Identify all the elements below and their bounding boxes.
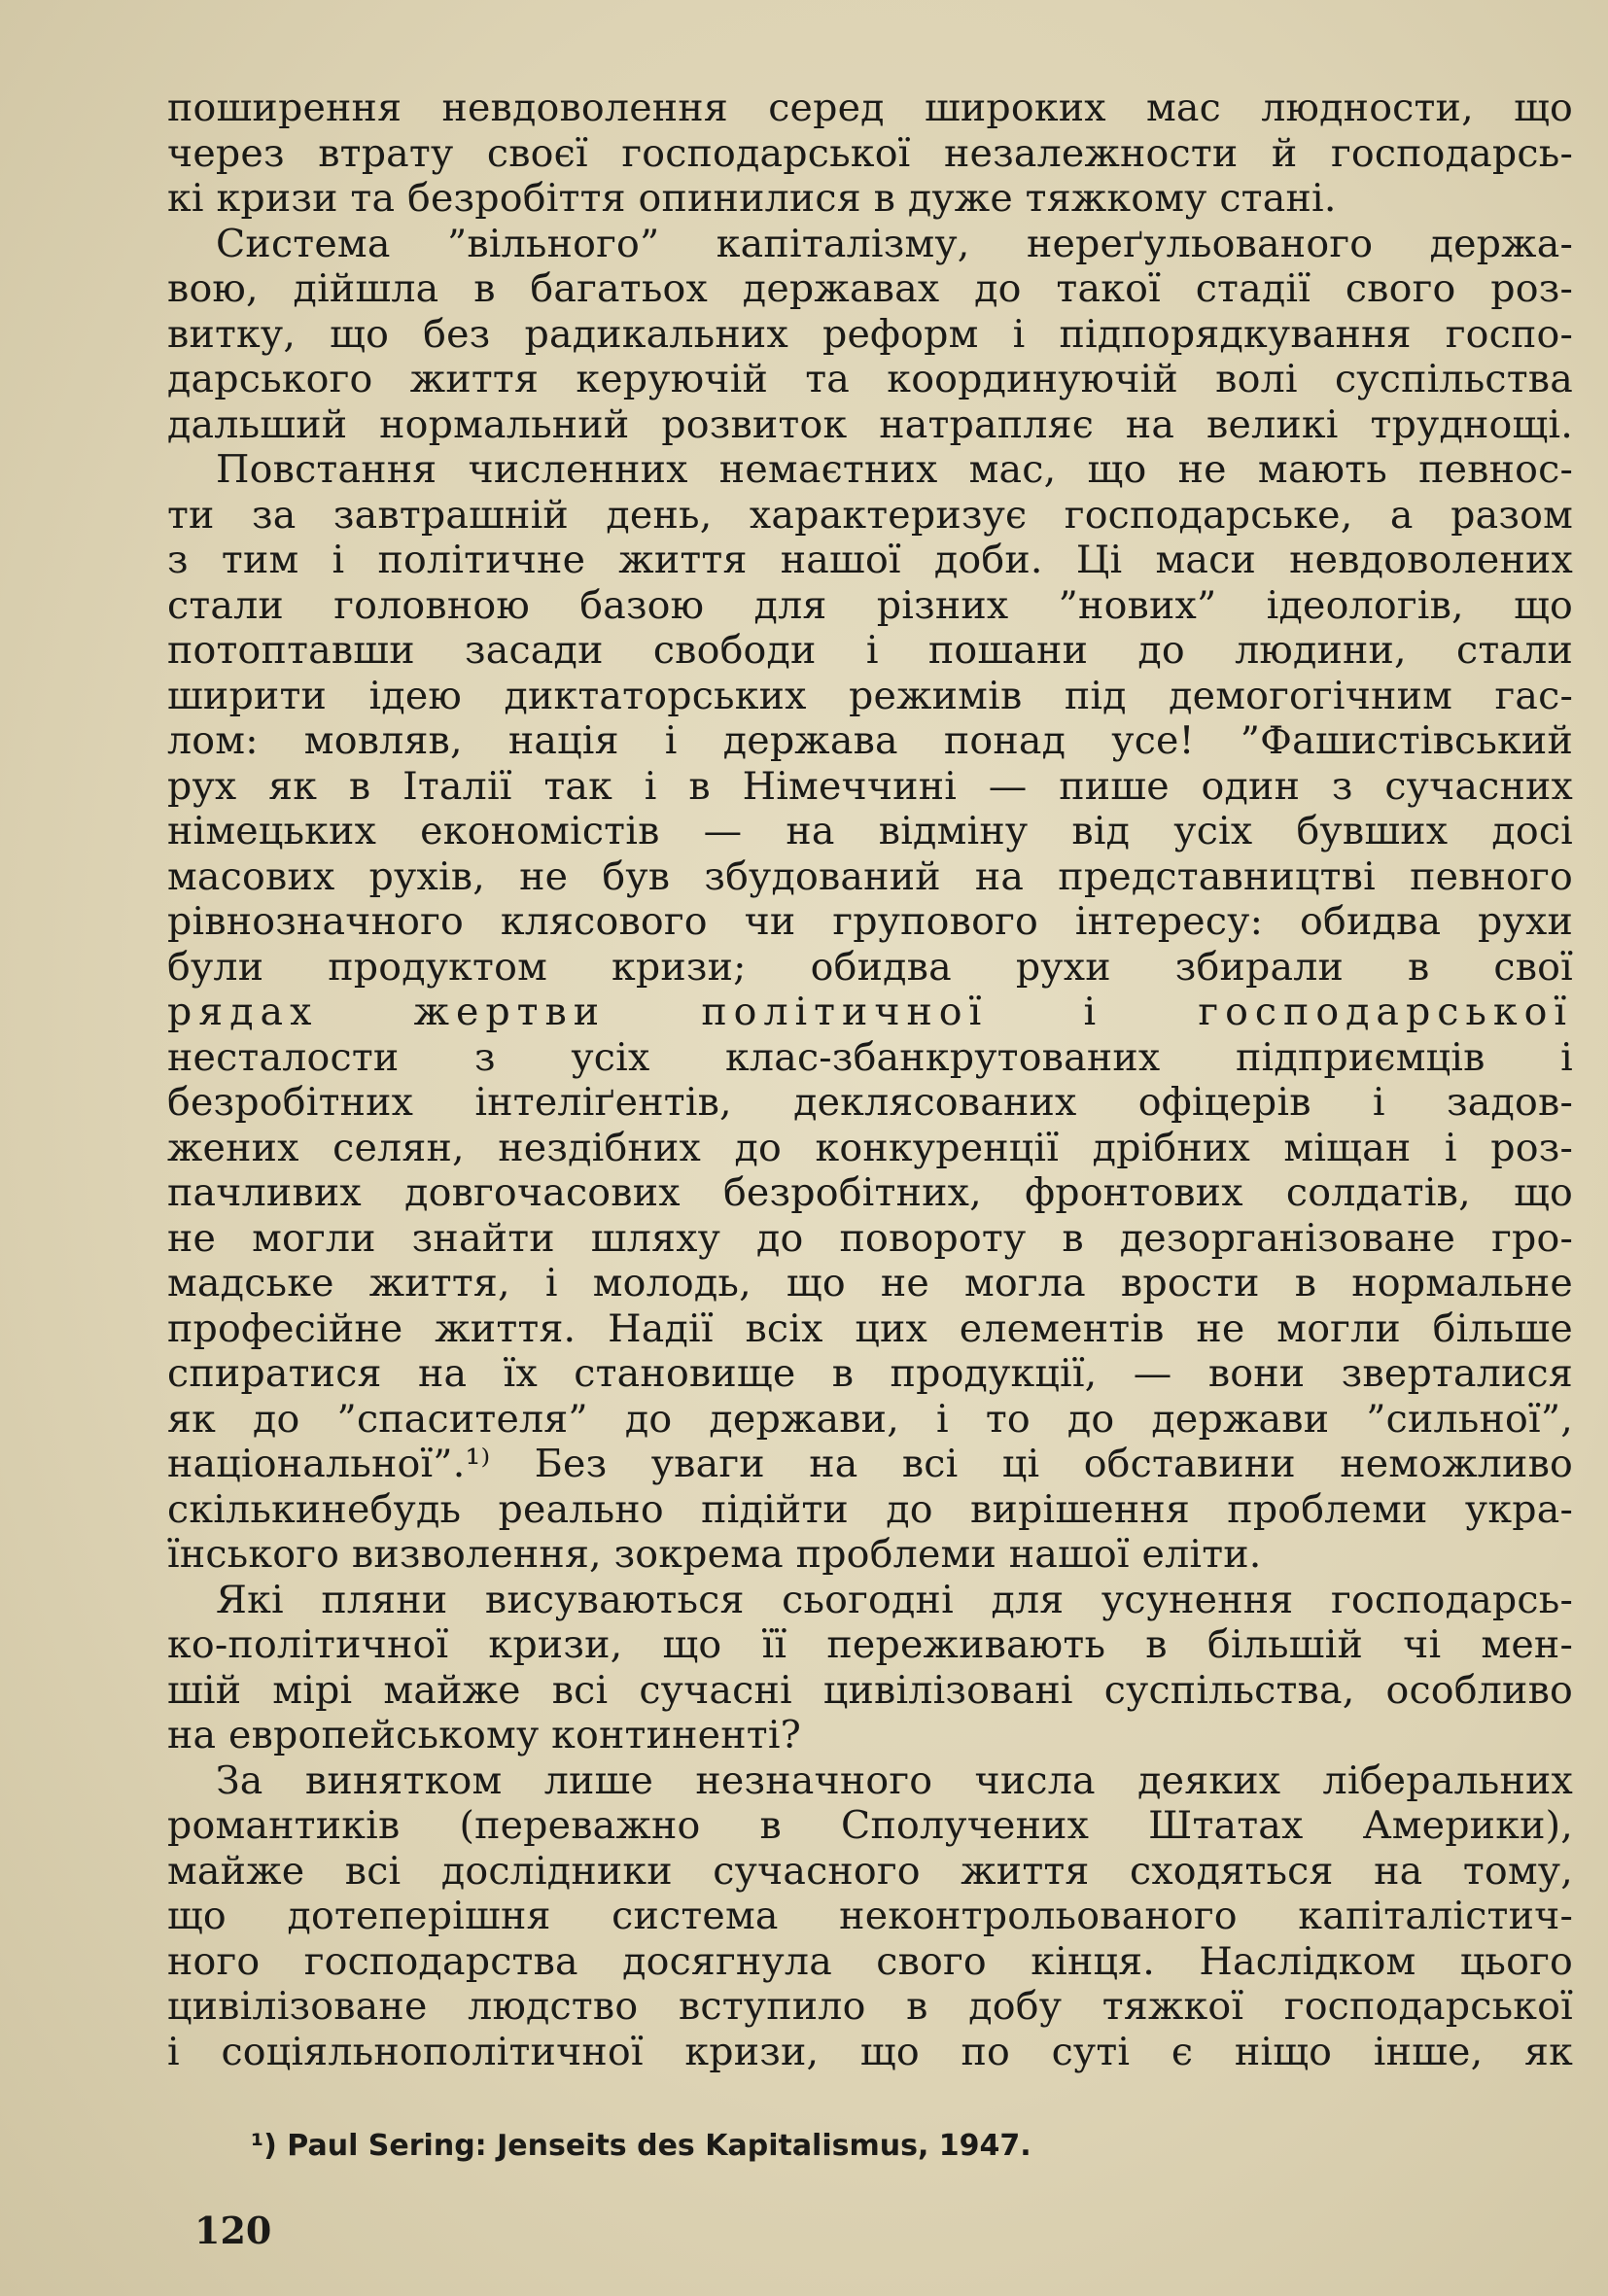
text-line: скількинебудь реально підійти до вирішення проблеми укра-: [167, 1486, 1573, 1532]
text-line: безробітних інтеліґентів, деклясованих офіцерів і задов-: [167, 1080, 1573, 1125]
text-line: кі кризи та безробіття опинилися в дуже тяжкому стані.: [167, 176, 1337, 221]
text-line: стали головною базою для різних ”нових” ідеологів, що: [167, 582, 1573, 628]
text-line: з тим і політичне життя нашої доби. Ці маси невдоволених: [167, 538, 1573, 582]
text-line: були продуктом кризи; обидва рухи збирали в свої: [167, 944, 1573, 990]
text-line: несталости з усіх клас-збанкрутованих підприємців і: [167, 1034, 1573, 1080]
text-line: німецьких економістів — на відміну від усіх бувших досі: [167, 809, 1573, 853]
text-line: потоптавши засади свободи і пошани до людини, стали: [167, 628, 1573, 673]
text-line: як до ”спасителя” до держави, і то до держави ”сильної”,: [167, 1396, 1573, 1442]
text-line: шій мірі майже всі сучасні цивілізовані суспільства, особливо: [167, 1667, 1573, 1713]
text-line: національної”.¹⁾ Без уваги на всі ці обставини неможливо: [167, 1442, 1573, 1486]
text-line-spaced: рядах жертви політичної і господарської: [167, 990, 1573, 1034]
text-line: на европейському континенті?: [167, 1713, 802, 1757]
text-line: спиратися на їх становище в продукції, — вони зверталися: [167, 1351, 1573, 1396]
text-line: жених селян, нездібних до конкуренції дрібних міщан і роз-: [167, 1125, 1573, 1170]
page-number: 120: [194, 2209, 272, 2252]
text-line: поширення невдоволення серед широких мас людности, що: [167, 86, 1573, 130]
text-line: ного господарства досягнула свого кінця. Наслідком цього: [167, 1938, 1573, 1984]
text-line: що дотеперішня система неконтрольованого капіталістич-: [167, 1894, 1573, 1938]
paragraph-start-line: Повстання численних немаєтних мас, що не мають певнос-: [216, 447, 1573, 492]
text-line: ти за завтрашній день, характеризує господарське, а разом: [167, 492, 1573, 538]
text-line: ко-політичної кризи, що її переживають в більшій чі мен-: [167, 1622, 1573, 1667]
text-line: дальший нормальний розвиток натрапляє на великі труднощі.: [167, 401, 1573, 447]
text-line: професійне життя. Надії всіх цих елементів не могли більше: [167, 1305, 1573, 1351]
text-line: рівнозначного клясового чи групового інтересу: обидва рухи: [167, 899, 1573, 944]
body-text: [167, 86, 1573, 2074]
text-line: пачливих довгочасових безробітних, фронтових солдатів, що: [167, 1170, 1573, 1215]
paragraph-start-line: Які пляни висуваються сьогодні для усунення господарсь-: [216, 1577, 1573, 1622]
text-line: витку, що без радикальних реформ і підпорядкування госпо-: [167, 311, 1573, 357]
text-line: дарського життя керуючій та координуючій волі суспільства: [167, 357, 1573, 401]
text-line: майже всі дослідники сучасного життя сходяться на тому,: [167, 1848, 1573, 1894]
paragraph-start-line: За винятком лише незначного числа деяких ліберальних: [216, 1757, 1573, 1803]
paragraph-start-line: Система ”вільного” капіталізму, нереґульованого держа-: [216, 221, 1573, 266]
text-line: їнського визволення, зокрема проблеми нашої еліти.: [167, 1532, 1262, 1577]
footnote: ¹) Paul Sering: Jenseits des Kapitalismus, 1947.: [251, 2129, 1031, 2163]
text-line: лом: мовляв, нація і держава понад усе! ”Фашистівський: [167, 718, 1573, 763]
text-line: через втрату своєї господарської незалежности й господарсь-: [167, 130, 1573, 176]
text-line: романтиків (переважно в Сполучених Штатах Америки),: [167, 1803, 1573, 1848]
text-line: мадське життя, і молодь, що не могла врости в нормальне: [167, 1261, 1573, 1305]
text-line: не могли знайти шляху до повороту в дезорганізоване гро-: [167, 1215, 1573, 1261]
text-line: масових рухів, не був збудований на представництві певного: [167, 853, 1573, 899]
text-line: ширити ідею диктаторських режимів під демогогічним гас-: [167, 673, 1573, 718]
text-line: і соціяльнополітичної кризи, що по суті є ніщо інше, як: [167, 2029, 1573, 2074]
text-line: вою, дійшла в багатьох державах до такої стадії свого роз-: [167, 266, 1573, 311]
text-line: цивілізоване людство вступило в добу тяжкої господарської: [167, 1984, 1573, 2029]
text-line: рух як в Італії так і в Німеччині — пише один з сучасних: [167, 763, 1573, 809]
